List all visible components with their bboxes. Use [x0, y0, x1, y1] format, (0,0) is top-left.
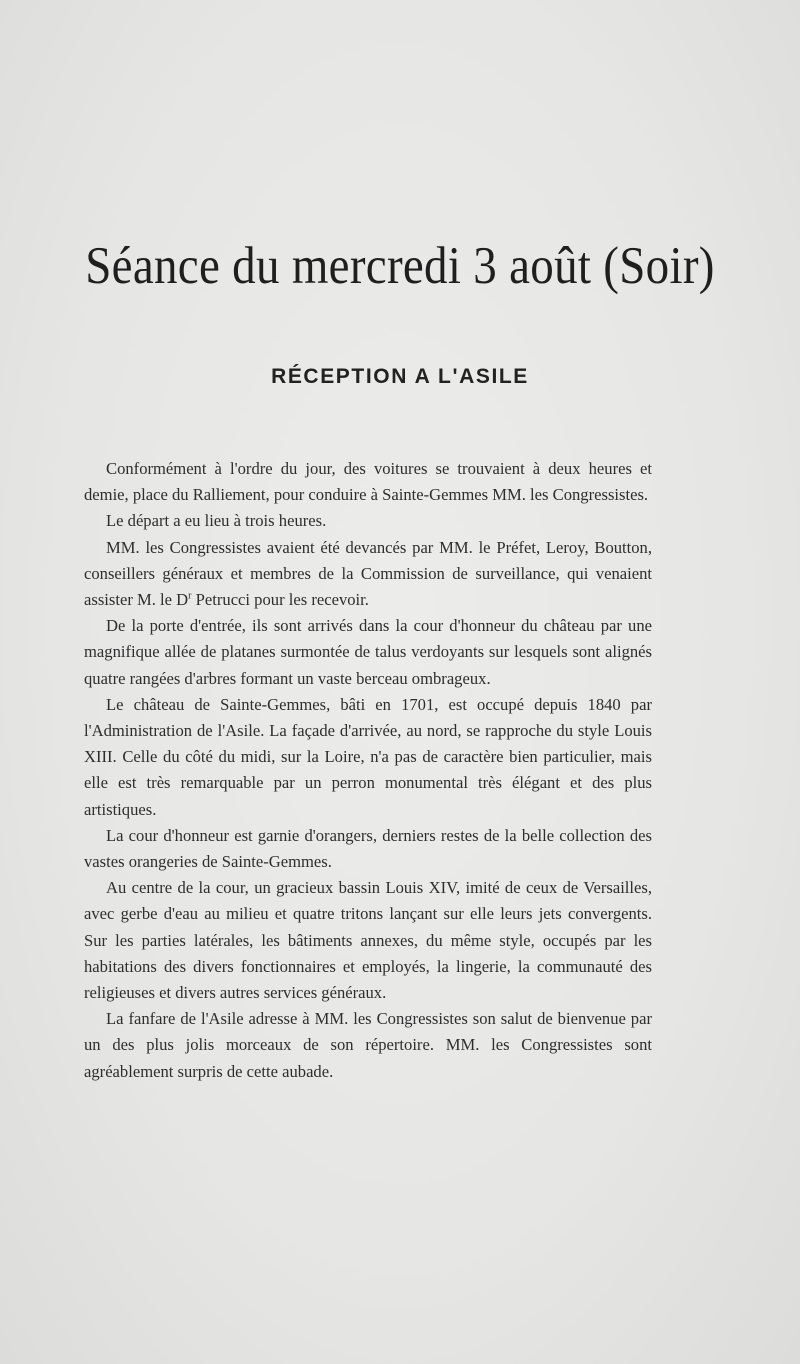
- section-subtitle: RÉCEPTION A L'ASILE: [271, 365, 529, 388]
- superscript: r: [188, 590, 192, 602]
- paragraph: Le château de Sainte-Gemmes, bâti en 1701, est occupé depuis 1840 par l'Administration de l'Asile. La façade d'arrivée, au nord, se rapproche du style Louis XIII. Celle du côté du midi, sur la Loire, n'a pas de caractère bien particulier, mais elle est très remarquable par un perron monumental très élégant et des plus artistiques.: [84, 694, 652, 819]
- body-text: [84, 456, 652, 1085]
- paragraph: Au centre de la cour, un gracieux bassin Louis XIV, imité de ceux de Versailles, avec gerbe d'eau au milieu et quatre tritons lançant sur elle leurs jets convergents. Sur les parties latérales, les bâtiments annexes, du même style, occupés par les habitations des divers fonctionnaires et employés, la lingerie, la communauté des religieuses et divers autres services généraux.: [84, 878, 652, 1003]
- paragraph: De la porte d'entrée, ils sont arrivés dans la cour d'honneur du château par une magnifique allée de platanes surmontée de talus verdoyants sur lesquels sont alignés quatre rangées d'arbres formant un vaste berceau ombrageux.: [84, 616, 652, 688]
- paragraph-text-end: Petrucci pour les recevoir.: [191, 590, 369, 610]
- paragraph: Le départ a eu lieu à trois heures.: [106, 511, 327, 531]
- paragraph: [84, 535, 652, 614]
- paragraph-text: MM. les Congressistes avaient été devancés par MM. le Préfet, Leroy, Boutton, conseillers généraux et membres de la Commission de surveillance, qui venaient assister M. le D: [84, 537, 652, 610]
- paragraph: Conformément à l'ordre du jour, des voitures se trouvaient à deux heures et demie, place du Ralliement, pour conduire à Sainte-Gemmes MM. les Congressistes.: [84, 459, 652, 505]
- paragraph: La cour d'honneur est garnie d'orangers, derniers restes de la belle collection des vastes orangeries de Sainte-Gemmes.: [84, 825, 652, 872]
- paragraph: La fanfare de l'Asile adresse à MM. les Congressistes son salut de bienvenue par un des plus jolis morceaux de son répertoire. MM. les Congressistes sont agréablement surpris de cette aubade.: [84, 1009, 652, 1081]
- page-title: Séance du mercredi 3 août (Soir): [85, 236, 715, 296]
